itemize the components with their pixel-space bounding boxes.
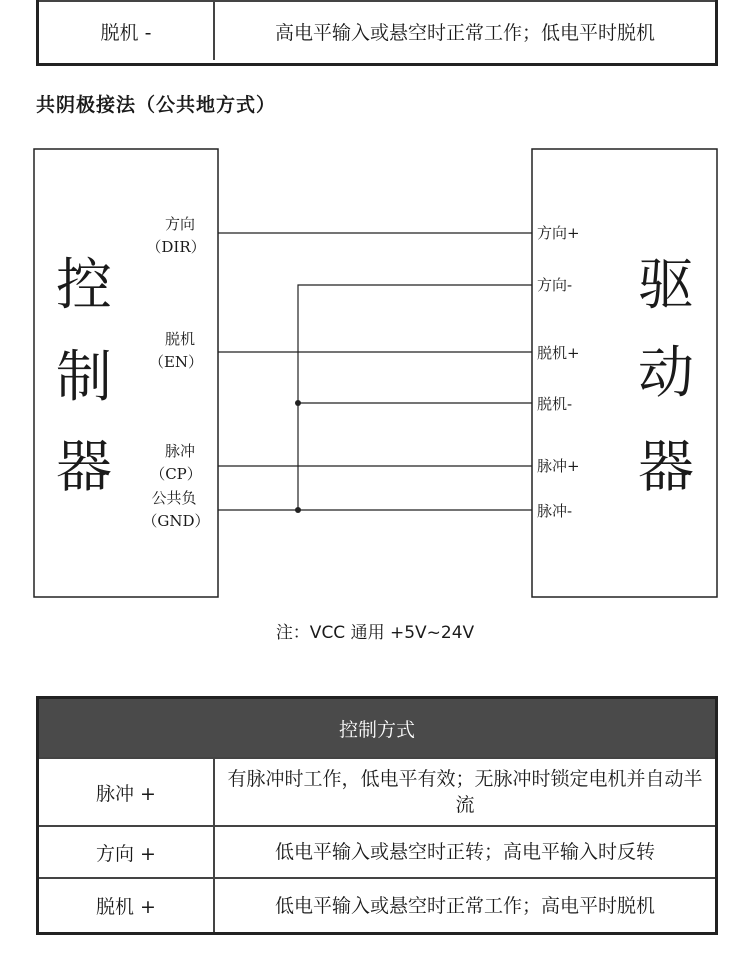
pin-dir-label: 方向 (164, 215, 196, 233)
table-header: 控制方式 (39, 699, 715, 757)
pin-en-sub: （EN） (148, 353, 204, 371)
pin-cp-sub: （CP） (150, 465, 202, 483)
driver-pin-cp-plus: 脉冲+ (537, 457, 580, 475)
table-row (39, 825, 715, 877)
driver-pin-dir-plus: 方向+ (537, 224, 580, 242)
signal-cell: 方向 + (39, 827, 215, 877)
pin-dir-sub: （DIR） (146, 238, 206, 256)
driver-label-3: 器 (638, 435, 694, 500)
description-cell: 高电平输入或悬空时正常工作；低电平时脱机 (274, 21, 655, 44)
driver-pin-en-minus: 脱机- (537, 395, 573, 413)
driver-pin-dir-minus: 方向- (537, 276, 573, 294)
driver-pin-cp-minus: 脉冲- (537, 502, 573, 520)
pin-cp-label: 脉冲 (164, 442, 196, 460)
table-row (39, 757, 715, 825)
description-cell: 有脉冲时工作，低电平有效；无脉冲时锁定电机并自动半流 (227, 768, 703, 816)
driver-label-2: 动 (638, 341, 694, 406)
signal-cell: 脉冲 + (39, 759, 215, 825)
wiring-diagram (0, 140, 750, 610)
controller-label-2: 制 (56, 345, 112, 410)
junction-dot (295, 400, 301, 406)
table-row (39, 0, 715, 60)
section-title: 共阴极接法（公共地方式） (36, 94, 277, 116)
driver-label-1: 驱 (638, 253, 694, 318)
pin-gnd-label: 公共负 (151, 489, 197, 507)
pin-gnd-sub: （GND） (142, 512, 210, 530)
top-table (36, 0, 718, 66)
junction-dot (295, 507, 301, 513)
description-cell: 低电平输入或悬空时正常工作；高电平时脱机 (274, 894, 655, 917)
signal-cell: 脱机 - (39, 2, 215, 60)
controller-label-3: 器 (56, 435, 112, 500)
driver-pin-en-plus: 脱机+ (537, 344, 580, 362)
wire-dir-minus (298, 285, 532, 510)
signal-cell: 脱机 + (39, 879, 215, 932)
voltage-note: 注：VCC 通用 +5V~24V (275, 623, 475, 643)
table-row (39, 877, 715, 932)
pin-en-label: 脱机 (164, 330, 196, 348)
description-cell: 低电平输入或悬空时正转；高电平输入时反转 (274, 841, 655, 863)
controller-label-1: 控 (56, 253, 112, 318)
control-mode-table (36, 696, 718, 935)
